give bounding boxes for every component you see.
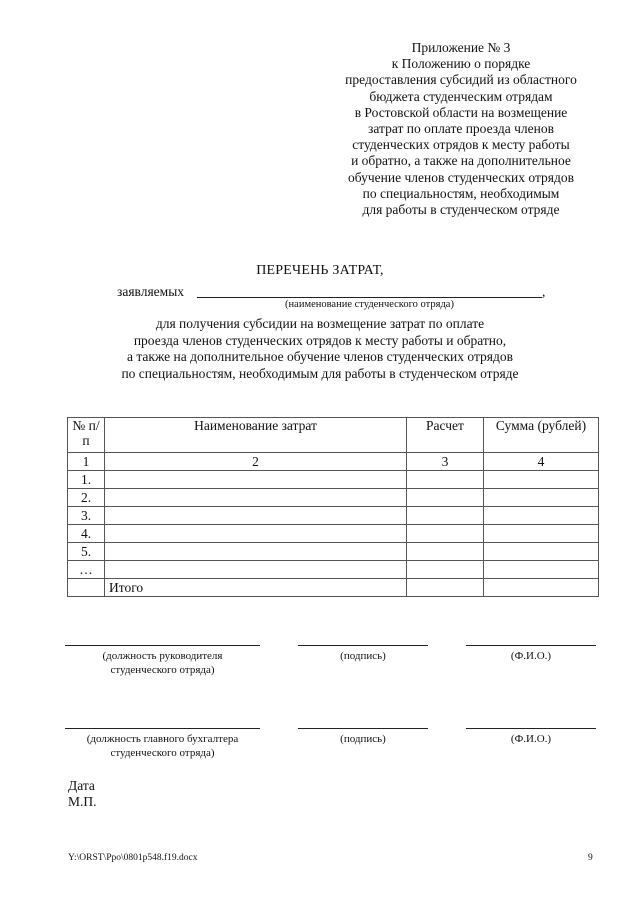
caption-line: студенческого отряда)	[110, 747, 215, 759]
table-cell	[407, 543, 484, 561]
accountant-name-caption: (Ф.И.О.)	[510, 733, 552, 745]
column-number: 2	[105, 453, 407, 471]
appendix-line: для работы в студенческом отряде	[362, 202, 560, 218]
table-cell	[484, 543, 599, 561]
appendix-line: Приложение № 3	[411, 40, 511, 55]
caption-line: (должность руководителя	[102, 650, 223, 662]
table-row	[68, 507, 599, 525]
table-cell	[407, 579, 484, 597]
appendix-line: и обратно, а также на дополнительное	[351, 153, 571, 169]
appendix-line: по специальностям, необходимым	[362, 185, 560, 201]
total-label: Итого	[105, 579, 407, 597]
row-number: 4.	[68, 525, 105, 543]
page-number: 9	[588, 853, 593, 863]
row-number: 3.	[68, 507, 105, 525]
purpose-line: проезда членов студенческих отрядов к месту работы и обратно,	[133, 332, 507, 348]
table-row	[68, 543, 599, 561]
accountant-signature-line	[298, 728, 428, 729]
appendix-line: в Ростовской области на возмещение	[354, 104, 568, 120]
accountant-position-caption	[65, 732, 260, 760]
accountant-name-line	[466, 728, 596, 729]
table-cell	[105, 471, 407, 489]
table-cell	[484, 525, 599, 543]
appendix-line: затрат по оплате проезда членов	[368, 121, 554, 137]
row-number: 5.	[68, 543, 105, 561]
table-cell	[105, 525, 407, 543]
table-row	[68, 525, 599, 543]
appendix-line: студенческих отрядов к месту работы	[352, 137, 570, 153]
appendix-line: к Положению о порядке	[391, 56, 531, 72]
table-header-row	[68, 418, 599, 453]
stamp-label: М.П.	[68, 794, 97, 809]
header-calculation: Расчет	[407, 418, 484, 453]
applicant-comma: ,	[542, 284, 546, 299]
costs-table	[67, 417, 599, 597]
row-number: 2.	[68, 489, 105, 507]
column-number-row	[68, 453, 599, 471]
table-cell	[484, 561, 599, 579]
caption-line: студенческого отряда)	[110, 664, 215, 676]
table-cell	[484, 489, 599, 507]
applicant-label: заявляемых	[117, 284, 185, 299]
date-label: Дата	[68, 778, 95, 793]
purpose-line: по специальностям, необходимым для работы в студенческом отряде	[121, 365, 519, 381]
row-number: …	[68, 561, 105, 579]
table-row	[68, 489, 599, 507]
table-cell	[105, 561, 407, 579]
header-number: № п/п	[68, 418, 105, 453]
head-signature-line	[298, 645, 428, 646]
total-row	[68, 579, 599, 597]
head-signature-caption: (подпись)	[340, 650, 386, 662]
applicant-hint: (наименование студенческого отряда)	[285, 299, 454, 310]
header-amount: Сумма (рублей)	[484, 418, 599, 453]
table-body	[68, 453, 599, 597]
table-cell	[484, 471, 599, 489]
table-cell	[407, 507, 484, 525]
appendix-line: предоставления субсидий из областного	[345, 72, 577, 88]
column-number: 4	[484, 453, 599, 471]
header-cost-name: Наименование затрат	[105, 418, 407, 453]
purpose-line: а также на дополнительное обучение членов студенческих отрядов	[127, 349, 513, 364]
table-cell	[407, 561, 484, 579]
purpose-text	[0, 316, 640, 382]
purpose-line: для получения субсидии на возмещение затрат по оплате	[155, 316, 485, 331]
table-cell	[484, 507, 599, 525]
appendix-header	[326, 40, 596, 218]
table-cell	[484, 579, 599, 597]
table-cell	[407, 471, 484, 489]
appendix-line: бюджета студенческим отрядам	[369, 88, 553, 104]
table-cell	[105, 543, 407, 561]
table-cell	[68, 579, 105, 597]
applicant-name-line	[197, 297, 542, 298]
head-name-line	[466, 645, 596, 646]
accountant-signature-caption: (подпись)	[340, 733, 386, 745]
head-position-caption	[65, 649, 260, 677]
head-name-caption: (Ф.И.О.)	[510, 650, 552, 662]
head-position-line	[65, 645, 260, 646]
table-cell	[407, 525, 484, 543]
row-number: 1.	[68, 471, 105, 489]
column-number: 3	[407, 453, 484, 471]
accountant-position-line	[65, 728, 260, 729]
table-row	[68, 561, 599, 579]
footer-file-path: Y:\ORST\Ppo\0801p548.f19.docx	[68, 853, 198, 863]
document-title: ПЕРЕЧЕНЬ ЗАТРАТ,	[256, 263, 384, 278]
caption-line: (должность главного бухгалтера	[86, 733, 239, 745]
column-number: 1	[68, 453, 105, 471]
table-row	[68, 471, 599, 489]
table-cell	[407, 489, 484, 507]
table-cell	[105, 507, 407, 525]
appendix-line: обучение членов студенческих отрядов	[348, 169, 574, 185]
table-cell	[105, 489, 407, 507]
date-stamp-block	[68, 778, 97, 810]
